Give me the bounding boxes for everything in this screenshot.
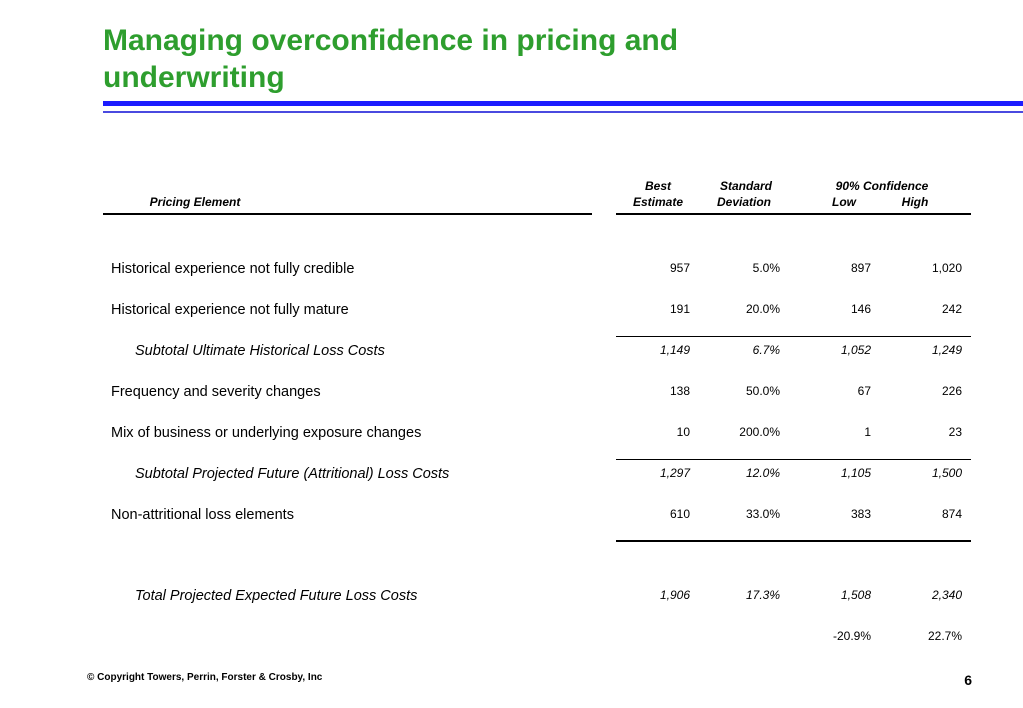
subtotal-separator xyxy=(616,336,971,337)
confidence-high-value: 226 xyxy=(941,384,962,398)
header-std-line2: Deviation xyxy=(716,195,771,209)
std-deviation-value: 12.0% xyxy=(745,466,780,480)
row-label: Non-attritional loss elements xyxy=(111,507,294,523)
row-label: Frequency and severity changes xyxy=(111,384,321,400)
best-estimate-value: 1,149 xyxy=(659,343,690,357)
confidence-high-value: 23 xyxy=(948,425,962,439)
confidence-low-value: 1,052 xyxy=(840,343,871,357)
std-deviation-value: 6.7% xyxy=(752,343,780,357)
title-underline-thin xyxy=(103,111,1023,113)
header-low: Low xyxy=(832,195,856,209)
total-label: Total Projected Expected Future Loss Costs xyxy=(135,588,418,604)
header-rule-right xyxy=(616,213,971,215)
confidence-high-value: 2,340 xyxy=(931,588,962,602)
confidence-high-percent: 22.7% xyxy=(927,629,962,643)
header-rule-left xyxy=(103,213,592,215)
best-estimate-value: 191 xyxy=(669,302,690,316)
header-best-line2: Estimate xyxy=(632,195,684,209)
std-deviation-value: 5.0% xyxy=(752,261,780,275)
confidence-low-value: 1,105 xyxy=(840,466,871,480)
header-best-line1: Best xyxy=(644,179,671,193)
header-confidence: 90% Confidence xyxy=(835,179,929,193)
confidence-low-value: 897 xyxy=(850,261,871,275)
best-estimate-value: 138 xyxy=(669,384,690,398)
page-number: 6 xyxy=(964,672,972,688)
page-title: Managing overconfidence in pricing and underwriting xyxy=(103,24,679,94)
confidence-high-value: 874 xyxy=(941,507,962,521)
title-underline-thick xyxy=(103,101,1023,106)
row-label: Historical experience not fully mature xyxy=(111,302,349,318)
confidence-high-value: 242 xyxy=(941,302,962,316)
row-label: Mix of business or underlying exposure changes xyxy=(111,425,422,441)
confidence-low-value: 1,508 xyxy=(840,588,871,602)
best-estimate-value: 1,906 xyxy=(659,588,690,602)
confidence-high-value: 1,249 xyxy=(931,343,962,357)
copyright-footer: © Copyright Towers, Perrin, Forster & Crosby, Inc xyxy=(87,672,323,683)
subtotal-separator xyxy=(616,459,971,460)
header-high: High xyxy=(901,195,929,209)
best-estimate-value: 610 xyxy=(669,507,690,521)
confidence-high-value: 1,020 xyxy=(931,261,962,275)
std-deviation-value: 20.0% xyxy=(745,302,780,316)
subtotal-label: Subtotal Ultimate Historical Loss Costs xyxy=(135,343,385,359)
confidence-low-value: 146 xyxy=(850,302,871,316)
best-estimate-value: 1,297 xyxy=(659,466,690,480)
std-deviation-value: 17.3% xyxy=(745,588,780,602)
confidence-low-percent: -20.9% xyxy=(832,629,871,643)
std-deviation-value: 33.0% xyxy=(745,507,780,521)
best-estimate-value: 957 xyxy=(669,261,690,275)
std-deviation-value: 50.0% xyxy=(745,384,780,398)
confidence-high-value: 1,500 xyxy=(931,466,962,480)
confidence-low-value: 383 xyxy=(850,507,871,521)
confidence-low-value: 67 xyxy=(857,384,871,398)
row-label: Historical experience not fully credible xyxy=(111,261,355,277)
confidence-low-value: 1 xyxy=(864,425,871,439)
header-std-line1: Standard xyxy=(719,179,772,193)
header-pricing-element: Pricing Element xyxy=(149,195,241,209)
std-deviation-value: 200.0% xyxy=(739,425,780,439)
subtotal-label: Subtotal Projected Future (Attritional) Loss Costs xyxy=(135,466,450,482)
total-separator xyxy=(616,540,971,542)
best-estimate-value: 10 xyxy=(676,425,690,439)
